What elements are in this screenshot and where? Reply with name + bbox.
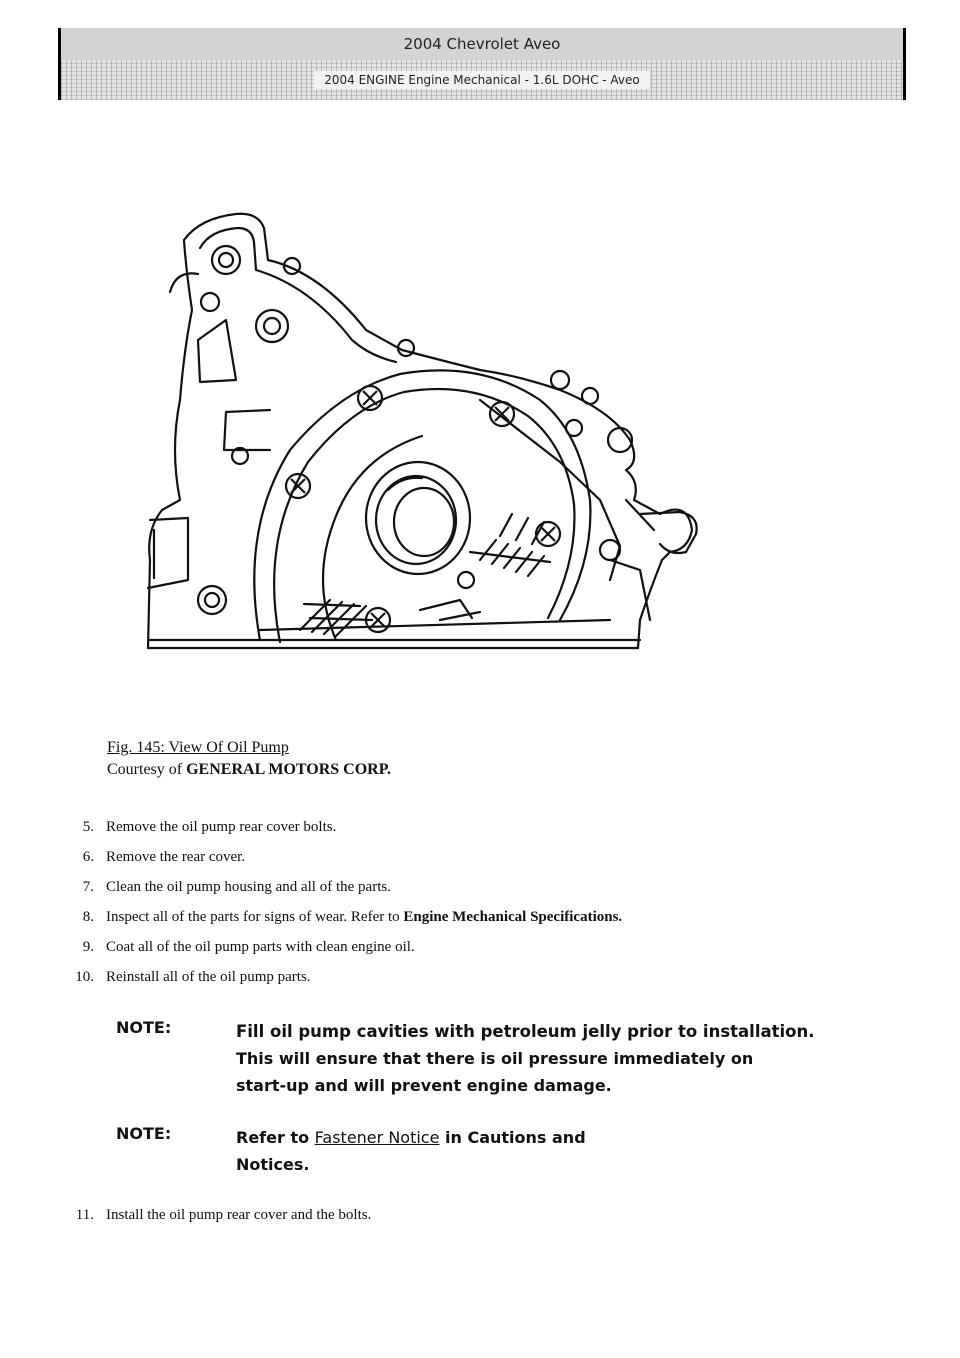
- step-item: [50, 842, 910, 872]
- oil-pump-illustration: [140, 200, 760, 660]
- step-item: [50, 902, 910, 932]
- step-item: [50, 812, 910, 842]
- step-text: Inspect all of the parts for signs of wear. Refer to: [106, 909, 400, 925]
- note-line: Notices.: [236, 1155, 310, 1174]
- document-header-title: 2004 Chevrolet Aveo: [58, 28, 906, 60]
- step-text: Remove the oil pump rear cover bolts.: [106, 819, 337, 835]
- step-number: 9.: [82, 939, 94, 955]
- note-fastener: [116, 1124, 906, 1180]
- step-number: 6.: [82, 849, 94, 865]
- procedure-steps: [50, 812, 910, 992]
- step-item: [50, 872, 910, 902]
- courtesy-brand: GENERAL MOTORS CORP.: [186, 761, 392, 778]
- figure-courtesy: [107, 759, 391, 781]
- step-text: Remove the rear cover.: [106, 849, 246, 865]
- fastener-notice-link[interactable]: Fastener Notice: [314, 1128, 440, 1147]
- step-item: [50, 962, 910, 992]
- step-number: 7.: [82, 879, 94, 895]
- note-body: [236, 1124, 896, 1178]
- note-line: start-up and will prevent engine damage.: [236, 1076, 612, 1095]
- note-label: NOTE:: [116, 1124, 172, 1143]
- note-line: Fill oil pump cavities with petroleum jelly prior to installation.: [236, 1022, 815, 1041]
- step-text: Reinstall all of the oil pump parts.: [106, 969, 311, 985]
- figure-caption: [107, 737, 391, 781]
- note-line: This will ensure that there is oil pressure immediately on: [236, 1049, 754, 1068]
- document-header-subtitle: [58, 60, 906, 100]
- step-text: Install the oil pump rear cover and the bolts.: [106, 1207, 372, 1223]
- engine-specs-reference[interactable]: Engine Mechanical Specifications.: [403, 909, 623, 925]
- header-subtitle-text: 2004 ENGINE Engine Mechanical - 1.6L DOHC - Aveo: [314, 71, 650, 89]
- note-petroleum-jelly: [116, 1018, 906, 1102]
- step-text: Clean the oil pump housing and all of the parts.: [106, 879, 391, 895]
- step-number: 5.: [82, 819, 94, 835]
- step-text: Coat all of the oil pump parts with clean engine oil.: [106, 939, 415, 955]
- courtesy-prefix: Courtesy of: [107, 761, 183, 778]
- note-prefix: Refer to: [236, 1128, 310, 1147]
- step-number: 11.: [75, 1207, 94, 1223]
- step-item: [50, 1200, 910, 1230]
- step-item: [50, 932, 910, 962]
- note-line: [236, 1124, 896, 1151]
- note-label: NOTE:: [116, 1018, 172, 1037]
- step-text-with-reference: [106, 902, 622, 932]
- figure-caption-link[interactable]: Fig. 145: View Of Oil Pump: [107, 739, 289, 756]
- note-suffix: in Cautions and: [445, 1128, 586, 1147]
- note-body: [236, 1018, 896, 1099]
- step-number: 8.: [82, 909, 94, 925]
- step-number: 10.: [75, 969, 94, 985]
